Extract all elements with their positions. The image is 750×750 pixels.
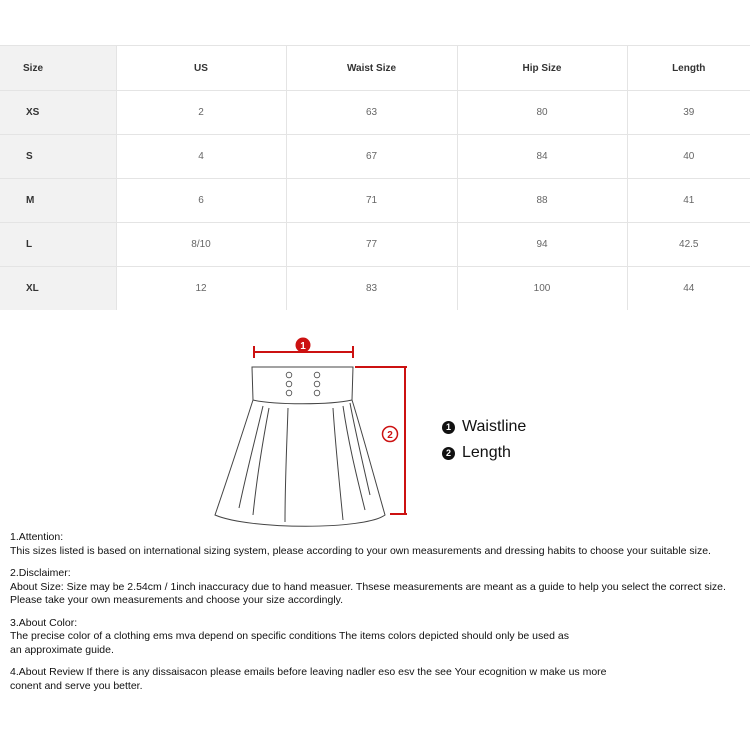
- legend-number-2-icon: 2: [442, 447, 455, 460]
- cell-hip: 84: [457, 135, 627, 179]
- legend-number-1-icon: 1: [442, 421, 455, 434]
- cell-us: 8/10: [116, 223, 286, 267]
- cell-size: XS: [0, 91, 116, 135]
- cell-hip: 94: [457, 223, 627, 267]
- cell-size: M: [0, 179, 116, 223]
- marker-1-label: 1: [300, 341, 306, 352]
- table-row: [0, 135, 750, 179]
- legend-label-length: Length: [462, 444, 511, 461]
- header-size: Size: [0, 46, 116, 91]
- note-text: This sizes listed is based on international sizing system, please according to your own measurements and dressing habits to choose your suitable size.: [10, 544, 711, 557]
- note-about-review: [10, 666, 748, 693]
- cell-waist: 77: [286, 223, 457, 267]
- cell-us: 12: [116, 267, 286, 311]
- cell-length: 41: [627, 179, 750, 223]
- note-title: 1.Attention:: [10, 531, 64, 543]
- note-text: conent and serve you better.: [10, 679, 143, 692]
- table-header-row: [0, 46, 750, 91]
- note-about-color: [10, 617, 748, 658]
- table-row: [0, 267, 750, 311]
- legend-item-waistline: [442, 414, 642, 440]
- table-row: [0, 91, 750, 135]
- size-notes: [10, 531, 748, 702]
- legend-label-waistline: Waistline: [462, 418, 527, 435]
- table-row: [0, 179, 750, 223]
- note-attention: [10, 531, 748, 558]
- table-row: [0, 223, 750, 267]
- header-length: Length: [627, 46, 750, 91]
- cell-waist: 71: [286, 179, 457, 223]
- size-chart-table: [0, 45, 750, 310]
- skirt-measurement-diagram: [205, 330, 425, 530]
- cell-hip: 88: [457, 179, 627, 223]
- note-title: 2.Disclaimer:: [10, 567, 71, 579]
- cell-length: 39: [627, 91, 750, 135]
- cell-size: XL: [0, 267, 116, 311]
- cell-size: S: [0, 135, 116, 179]
- header-hip-size: Hip Size: [457, 46, 627, 91]
- cell-us: 4: [116, 135, 286, 179]
- note-text: Please take your own measurements and choose your size accordingly.: [10, 594, 344, 606]
- note-title: 3.About Color:: [10, 616, 78, 629]
- header-us: US: [116, 46, 286, 91]
- cell-hip: 100: [457, 267, 627, 311]
- cell-waist: 83: [286, 267, 457, 311]
- cell-hip: 80: [457, 91, 627, 135]
- cell-length: 44: [683, 283, 695, 294]
- note-text: About Size: Size may be 2.54cm / 1inch inaccuracy due to hand measuer. Thsese measurements are meant as a guide to help you select the correct size.: [10, 580, 726, 593]
- cell-waist: 67: [286, 135, 457, 179]
- cell-length: 40: [627, 135, 750, 179]
- legend-item-length: [442, 440, 642, 466]
- cell-us: 2: [116, 91, 286, 135]
- header-waist-size: Waist Size: [286, 46, 457, 91]
- measurement-legend: [442, 414, 642, 466]
- marker-2-label: 2: [387, 430, 393, 441]
- cell-size: L: [0, 223, 116, 267]
- cell-waist: 63: [286, 91, 457, 135]
- button-icons: [286, 372, 320, 396]
- note-disclaimer: [10, 567, 748, 608]
- skirt-outline: [215, 367, 385, 526]
- note-text: an approximate guide.: [10, 643, 114, 656]
- cell-us: 6: [116, 179, 286, 223]
- note-text: 4.About Review If there is any dissaisacon please emails before leaving nadler eso esv the see Your ecognition w make us more: [10, 666, 607, 678]
- length-measure-line: [355, 367, 407, 514]
- note-text: The precise color of a clothing ems mva depend on specific conditions The items colors depicted should only be used as: [10, 630, 569, 642]
- cell-length: 42.5: [627, 223, 750, 267]
